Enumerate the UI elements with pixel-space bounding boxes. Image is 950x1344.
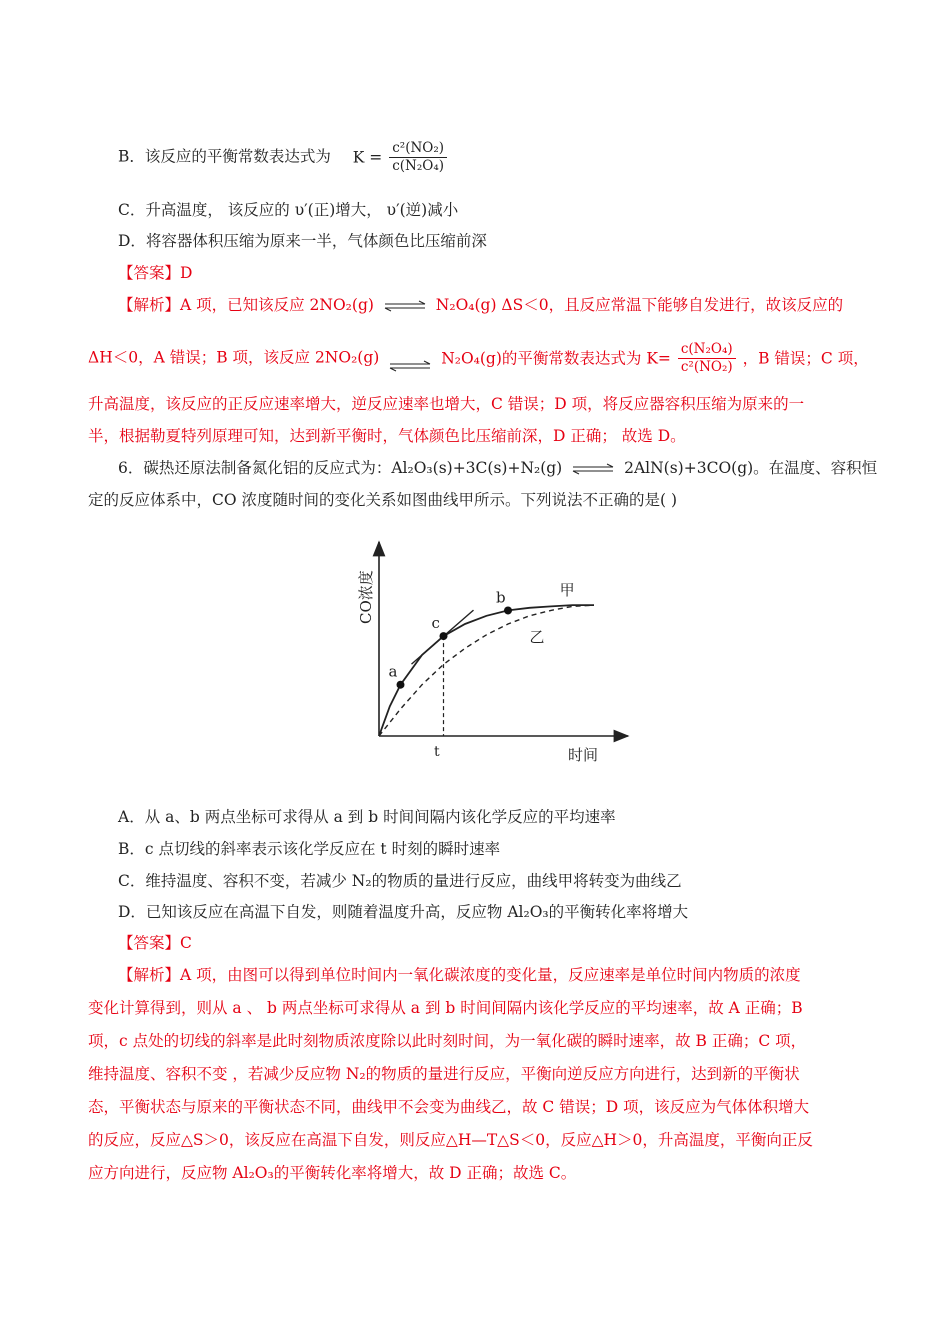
q6-option-c: C．维持温度、容积不变，若减少 N₂的物质的量进行反应，曲线甲将转变为曲线乙 xyxy=(118,872,682,890)
q5-analysis-line-3: 升高温度，该反应的正反应速率增大，逆反应速率也增大，C 错误；D 项，将反应器容积压缩为原来的一 xyxy=(88,395,805,413)
q6-analysis-line-7: 应方向进行，反应物 Al₂O₃的平衡转化率将增大，故 D 正确；故选 C。 xyxy=(88,1164,577,1182)
co-concentration-chart xyxy=(340,536,640,771)
q5-analysis-2b: N₂O₄(g)的平衡常数表达式为 K= xyxy=(441,349,671,368)
q6-stem-1a: 6．碳热还原法制备氮化铝的反应式为：Al₂O₃(s)+3C(s)+N₂(g) xyxy=(118,459,563,477)
q5-analysis-denominator: c²(NO₂) xyxy=(680,359,733,375)
q6-answer: 【答案】C xyxy=(118,934,192,952)
q6-stem-line-2: 定的反应体系中，CO 浓度随时间的变化关系如图曲线甲所示。下列说法不正确的是( ) xyxy=(88,491,678,509)
q6-analysis-line-3: 项，c 点处的切线的斜率是此时刻物质浓度除以此时刻时间，为一氧化碳的瞬时速率，故 B 正确；C 项， xyxy=(88,1032,807,1050)
q5-option-c: C．升高温度， 该反应的 υ′(正)增大， υ′(逆)减小 xyxy=(118,201,459,219)
q5-analysis-numerator: c(N₂O₄) xyxy=(678,341,736,359)
q5-analysis-fraction xyxy=(678,341,736,376)
q5-option-b xyxy=(118,140,449,175)
q6-analysis-line-1: 【解析】A 项，由图可以得到单位时间内一氧化碳浓度的变化量，反应速率是单位时间内物质的浓度 xyxy=(118,966,801,984)
q6-stem-1b: 2AlN(s)+3CO(g)。在温度、容积恒 xyxy=(624,459,878,477)
point-label-b: b xyxy=(496,588,506,607)
equilibrium-arrow-icon xyxy=(383,300,427,312)
q6-analysis-line-6: 的反应，反应△S＞0，该反应在高温下自发，则反应△H—T△S＜0，反应△H＞0，升高温度，平衡向正反 xyxy=(88,1131,813,1149)
series-label-1: 乙 xyxy=(529,627,545,646)
point-b xyxy=(504,606,512,614)
q6-analysis-line-5: 态，平衡状态与原来的平衡状态不同，曲线甲不会变为曲线乙，故 C 错误；D 项，该反应为气体体积增大 xyxy=(88,1098,810,1116)
q5-answer: 【答案】D xyxy=(118,264,193,282)
q5-option-b-fraction xyxy=(389,140,447,175)
point-label-c: c xyxy=(431,614,440,633)
q5-analysis-2a: ΔH＜0，A 错误；B 项，该反应 2NO₂(g) xyxy=(88,348,380,367)
q5-option-b-numerator: c²(NO₂) xyxy=(389,140,447,158)
q5-option-d: D．将容器体积压缩为原来一半，气体颜色比压缩前深 xyxy=(118,232,487,250)
q6-stem-line-1 xyxy=(118,457,877,479)
q5-option-b-prefix: B．该反应的平衡常数表达式为 xyxy=(118,147,331,166)
series-label-0: 甲 xyxy=(559,581,575,600)
q5-analysis-1b: N₂O₄(g) ΔS＜0，且反应常温下能够自发进行，故该反应的 xyxy=(435,296,844,314)
q6-option-b: B．c 点切线的斜率表示该化学反应在 t 时刻的瞬时速率 xyxy=(118,840,501,858)
q6-analysis-line-2: 变化计算得到，则从 a 、 b 两点坐标可求得从 a 到 b 时间间隔内该化学反应的平均速率，故 A 正确；B xyxy=(88,999,803,1017)
points-layer xyxy=(389,588,513,736)
q5-analysis-line-2 xyxy=(88,341,869,376)
point-label-a: a xyxy=(388,662,398,681)
q5-option-b-k: K = xyxy=(352,148,383,167)
q6-option-a: A．从 a、b 两点坐标可求得从 a 到 b 时间间隔内该化学反应的平均速率 xyxy=(118,808,616,826)
q5-analysis-line-1 xyxy=(118,294,843,316)
equilibrium-arrow-icon xyxy=(571,463,615,475)
q6-analysis-line-4: 维持温度、容积不变 ，若减少反应物 N₂的物质的量进行反应，平衡向逆反应方向进行，达到新的平衡状 xyxy=(88,1065,800,1083)
y-axis-label: CO浓度 xyxy=(357,570,375,624)
x-axis-label: 时间 xyxy=(568,746,599,764)
series-line-0 xyxy=(379,605,594,736)
q6-option-d: D．已知该反应在高温下自发，则随着温度升高，反应物 Al₂O₃的平衡转化率将增大 xyxy=(118,903,689,921)
q5-analysis-line-4: 半，根据勒夏特列原理可知，达到新平衡时，气体颜色比压缩前深，D 正确； 故选 D。 xyxy=(88,427,686,445)
tick-label-t: t xyxy=(434,744,440,760)
q5-analysis-2c: ，B 错误；C 项， xyxy=(742,349,869,368)
series-layer xyxy=(379,581,594,736)
q5-analysis-1a: 【解析】A 项，已知该反应 2NO₂(g) xyxy=(118,296,374,314)
equilibrium-arrow-icon xyxy=(388,360,432,372)
point-c xyxy=(440,632,448,640)
point-a xyxy=(397,681,405,689)
q5-option-b-denominator: c(N₂O₄) xyxy=(392,158,445,174)
